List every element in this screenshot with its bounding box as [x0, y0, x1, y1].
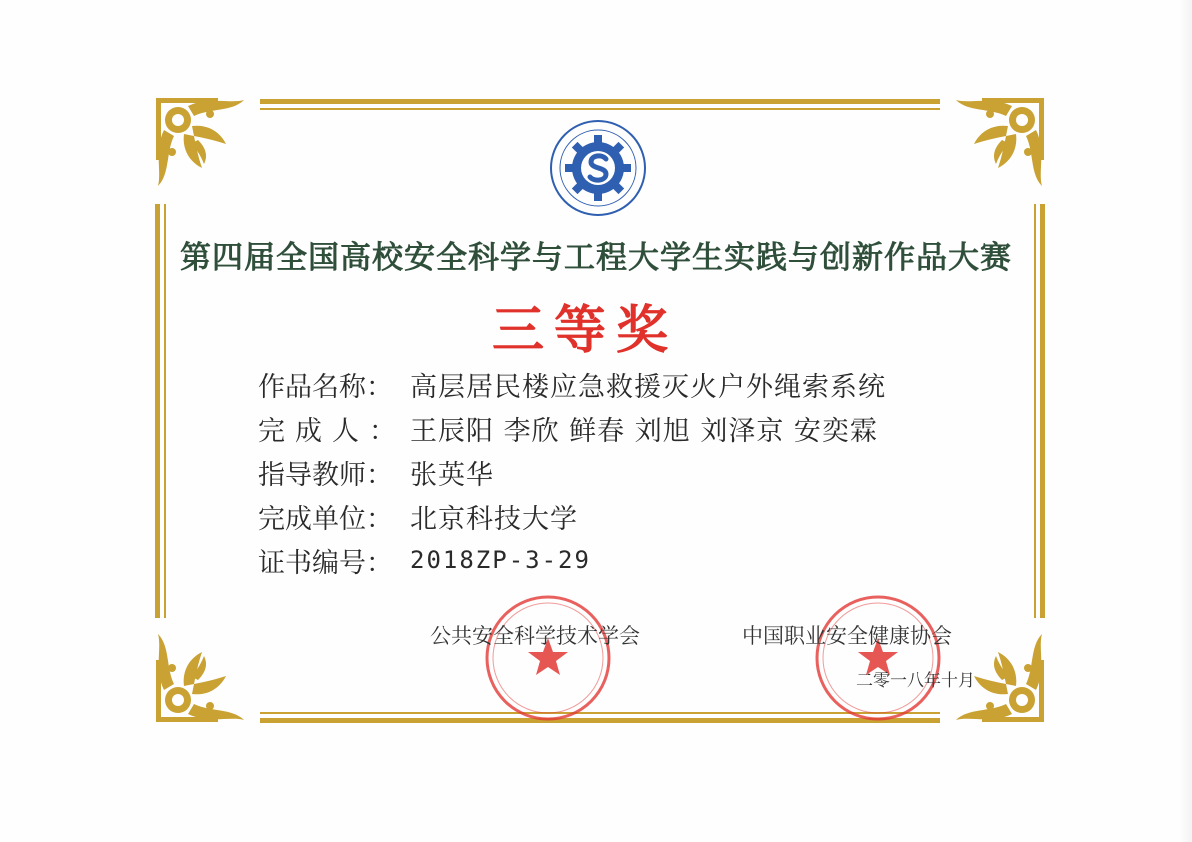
award-level: 三等奖	[491, 300, 678, 361]
ornament-corner-icon	[148, 90, 258, 200]
field-row-certificate-number	[258, 538, 886, 582]
field-value: 张英华	[410, 459, 494, 491]
field-row-advisor	[258, 450, 886, 494]
field-label: 完成单位：	[258, 503, 393, 535]
ornament-corner-icon	[942, 90, 1052, 200]
logo-gear-icon	[548, 118, 648, 218]
frame-line-top-inner	[260, 108, 940, 110]
field-row-unit	[258, 494, 886, 538]
field-value: 北京科技大学	[410, 503, 578, 535]
field-label: 完成人：	[258, 415, 406, 447]
field-value: 2018ZP-3-29	[410, 546, 591, 574]
seal-star-icon	[812, 592, 944, 724]
seal-star-icon	[482, 592, 614, 724]
ornament-corner-icon	[148, 620, 258, 730]
issuer-org-1: 公共安全科学技术学会	[430, 624, 640, 648]
field-value: 王辰阳 李欣 鲜春 刘旭 刘泽京 安奕霖	[410, 415, 878, 447]
issue-date: 二零一八年十月	[856, 671, 975, 691]
field-label: 证书编号：	[258, 547, 393, 579]
field-label: 指导教师：	[258, 459, 393, 491]
field-row-work-name	[258, 362, 886, 406]
issuer-org-2: 中国职业安全健康协会	[742, 624, 952, 648]
field-value: 高层居民楼应急救援灭火户外绳索系统	[410, 371, 886, 403]
field-row-completers	[258, 406, 886, 450]
field-label: 作品名称：	[258, 371, 393, 403]
page-edge-shadow	[1178, 0, 1192, 842]
frame-line-top	[260, 99, 940, 104]
certificate-fields	[258, 362, 886, 582]
competition-title: 第四届全国高校安全科学与工程大学生实践与创新作品大赛	[180, 240, 1012, 276]
